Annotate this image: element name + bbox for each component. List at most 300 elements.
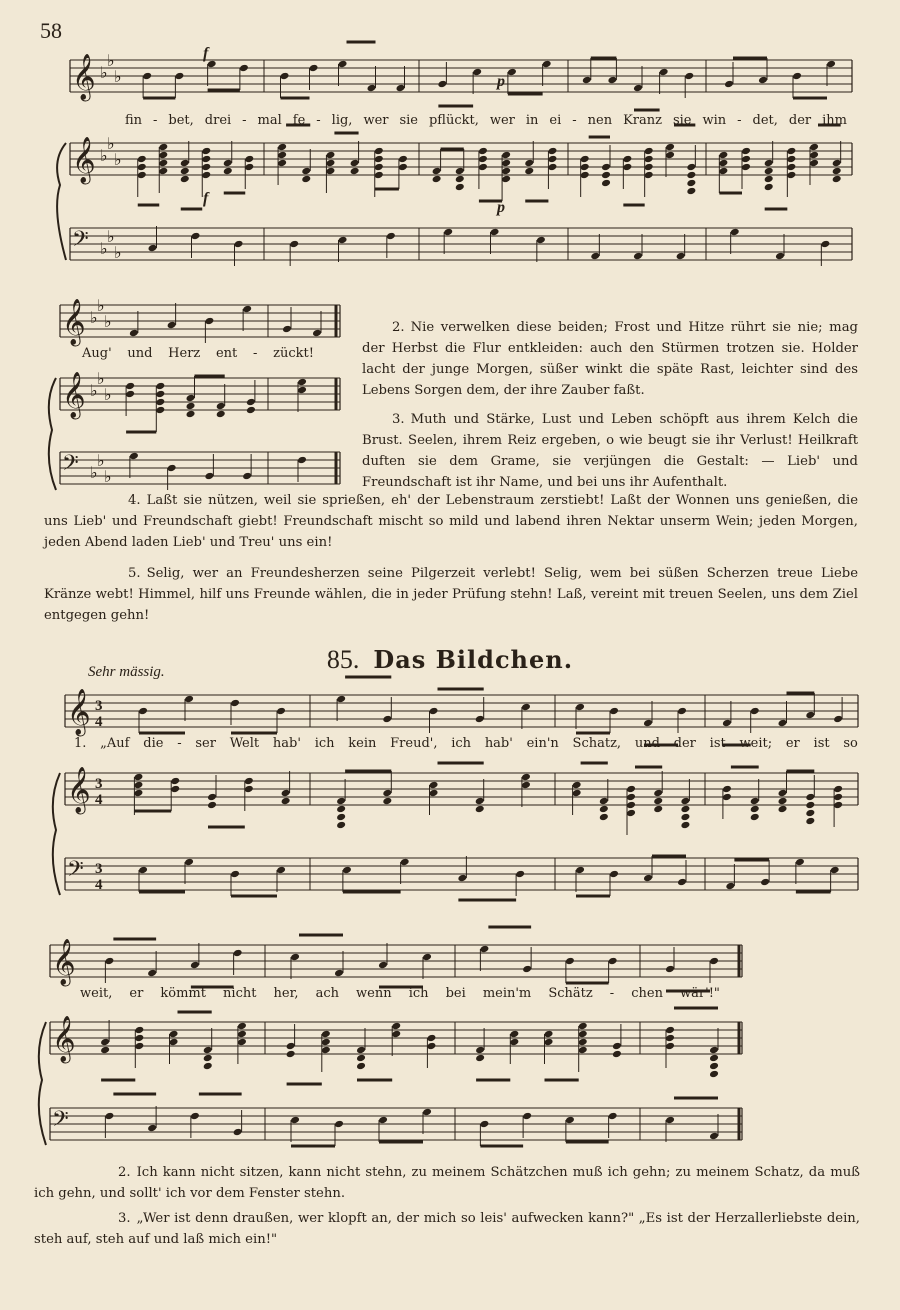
notehead: [653, 805, 663, 814]
notehead: [805, 809, 815, 818]
notehead: [677, 878, 687, 887]
notehead: [158, 167, 168, 176]
lyric-syllable: mein'm: [482, 986, 532, 1001]
notehead: [336, 695, 346, 704]
time-signature-top: 3: [95, 698, 103, 714]
notehead: [718, 159, 728, 168]
notehead: [792, 72, 802, 81]
notehead: [432, 175, 442, 184]
notehead: [544, 1030, 554, 1039]
lyric-syllable: nicht: [223, 986, 257, 1001]
notehead: [382, 715, 392, 724]
treble-clef: 𝄞: [67, 767, 91, 813]
notehead: [601, 179, 611, 188]
notehead: [795, 858, 805, 867]
lyric-syllable: bet,: [168, 113, 194, 128]
treble-clef: 𝄞: [72, 54, 96, 100]
notehead: [778, 789, 788, 798]
lyric-syllable: der: [673, 736, 696, 751]
notehead: [709, 1132, 719, 1141]
page-number: 58: [40, 18, 62, 43]
notehead: [521, 773, 531, 782]
notehead: [750, 805, 760, 814]
lyric-syllable: det,: [752, 113, 778, 128]
lyric-syllable: chen: [631, 986, 663, 1001]
flat-sign: ♭: [90, 308, 98, 327]
notehead: [391, 1030, 401, 1039]
notehead: [724, 80, 734, 89]
flat-sign: ♭: [97, 296, 105, 315]
notehead: [276, 866, 286, 875]
notehead: [680, 813, 690, 822]
flat-sign: ♭: [97, 451, 105, 470]
notehead: [805, 817, 815, 826]
notehead: [184, 695, 194, 704]
notehead: [190, 1112, 200, 1121]
notehead: [832, 167, 842, 176]
notehead: [778, 805, 788, 814]
notehead: [633, 84, 643, 93]
notehead: [297, 378, 307, 387]
lyric-syllable: Welt: [229, 736, 260, 751]
lyric-syllable: Schätz: [548, 986, 593, 1001]
lyric-syllable: Aug': [82, 346, 112, 361]
notehead: [478, 163, 488, 172]
notehead: [665, 965, 675, 974]
notehead: [334, 969, 344, 978]
notehead: [104, 957, 114, 966]
notehead: [134, 1034, 144, 1043]
notehead: [129, 452, 139, 461]
piano-brace: [53, 773, 60, 895]
lyric-syllable: er: [129, 986, 144, 1001]
notehead: [572, 781, 582, 790]
notehead: [170, 777, 180, 786]
lyric-syllable: fe: [292, 113, 306, 128]
notehead: [565, 1116, 575, 1125]
flat-sign: ♭: [97, 369, 105, 388]
notehead: [805, 801, 815, 810]
bass-clef: 𝄢: [67, 857, 84, 887]
lyric-syllable: weit;: [739, 736, 773, 751]
notehead: [542, 60, 552, 69]
lyric-syllable: kein: [348, 736, 377, 751]
notehead: [478, 147, 488, 156]
flat-sign: ♭: [90, 463, 98, 482]
notehead: [147, 969, 157, 978]
notehead: [223, 167, 233, 176]
notehead: [374, 171, 384, 180]
notehead: [644, 155, 654, 164]
notehead: [237, 1022, 247, 1031]
notehead: [169, 1038, 179, 1047]
lyrics-line: [80, 986, 720, 1001]
notehead: [216, 402, 226, 411]
notehead: [338, 236, 348, 245]
notehead: [643, 719, 653, 728]
lyric-syllable: mal: [257, 113, 282, 128]
notehead: [325, 159, 335, 168]
time-signature-top: 3: [95, 776, 103, 792]
verse-block: [362, 317, 858, 493]
notehead: [609, 707, 619, 716]
notehead: [475, 797, 485, 806]
notehead: [155, 382, 165, 391]
notehead: [479, 1120, 489, 1129]
notehead: [722, 719, 732, 728]
notehead: [350, 167, 360, 176]
notehead: [455, 183, 465, 192]
notehead: [607, 76, 617, 85]
verse: 3. „Wer ist denn draußen, wer klopft an, der mich so leis' aufwecken kann?" „Es ist der Herzallerliebste dein, steh auf, steh auf und laß mich ein!": [34, 1211, 860, 1247]
notehead: [244, 785, 254, 794]
notehead: [764, 159, 774, 168]
lyric-syllable: die: [143, 736, 164, 751]
notehead: [665, 1042, 675, 1051]
notehead: [599, 805, 609, 814]
notehead: [582, 76, 592, 85]
notehead: [653, 789, 663, 798]
lyric-syllable: kömmt: [160, 986, 206, 1001]
notehead: [677, 707, 687, 716]
notehead: [201, 163, 211, 172]
notehead: [338, 60, 348, 69]
notehead: [686, 187, 696, 196]
notehead: [325, 151, 335, 160]
notehead: [356, 1054, 366, 1063]
flat-sign: ♭: [114, 243, 122, 262]
notehead: [644, 147, 654, 156]
notehead: [826, 60, 836, 69]
time-signature-bottom: 4: [95, 714, 103, 730]
flat-sign: ♭: [100, 239, 108, 258]
notehead: [244, 777, 254, 786]
notehead: [686, 179, 696, 188]
notehead: [374, 155, 384, 164]
time-signature-top: 3: [95, 861, 103, 877]
lyric-syllable: ihm: [822, 113, 847, 128]
notehead: [709, 1054, 719, 1063]
notehead: [522, 965, 532, 974]
notehead: [750, 797, 760, 806]
notehead: [665, 1026, 675, 1035]
lyric-syllable: Herz: [168, 346, 201, 361]
notehead: [398, 155, 408, 164]
notehead: [522, 1112, 532, 1121]
notehead: [230, 699, 240, 708]
notehead: [286, 1050, 296, 1059]
notehead: [509, 1038, 519, 1047]
notehead: [764, 183, 774, 192]
notehead: [374, 147, 384, 156]
lyric-syllable: ist: [709, 736, 726, 751]
notehead: [100, 1038, 110, 1047]
notehead: [680, 797, 690, 806]
notehead: [524, 167, 534, 176]
notehead: [239, 64, 249, 73]
verse: 2. Ich kann nicht sitzen, kann nicht stehn, zu meinem Schätzchen muß ich gehn; zu meinem Schatz, da muß ich gehn, und sollt' ich vor dem Fenster stehn.: [34, 1165, 860, 1201]
notehead: [237, 1038, 247, 1047]
notehead: [820, 240, 830, 249]
notehead: [608, 957, 618, 966]
notehead: [391, 1022, 401, 1031]
notehead: [155, 390, 165, 399]
notehead: [297, 456, 307, 465]
notehead: [334, 1120, 344, 1129]
notehead: [186, 402, 196, 411]
notehead: [475, 805, 485, 814]
lyric-syllable: drei: [204, 113, 232, 128]
notehead: [312, 329, 322, 338]
notehead: [321, 1030, 331, 1039]
lyric-syllable: bei: [445, 986, 466, 1001]
notehead: [832, 175, 842, 184]
lyric-syllable: lig,: [331, 113, 353, 128]
notehead: [158, 143, 168, 152]
flat-sign: ♭: [104, 312, 112, 331]
notehead: [426, 1042, 436, 1051]
notehead: [622, 155, 632, 164]
notehead: [167, 464, 177, 473]
bass-clef: 𝄢: [52, 1107, 69, 1137]
notehead: [422, 1108, 432, 1117]
notehead: [180, 175, 190, 184]
notehead: [138, 707, 148, 716]
notehead: [382, 789, 392, 798]
notehead: [547, 155, 557, 164]
notehead: [201, 155, 211, 164]
notehead: [142, 72, 152, 81]
notehead: [580, 155, 590, 164]
verse-block: [34, 1162, 860, 1250]
notehead: [633, 252, 643, 261]
notehead: [643, 874, 653, 883]
notehead: [137, 171, 147, 180]
notehead: [125, 382, 135, 391]
notehead: [612, 1050, 622, 1059]
notehead: [760, 878, 770, 887]
notehead: [429, 781, 439, 790]
notehead: [386, 232, 396, 241]
notehead: [281, 797, 291, 806]
notehead: [833, 793, 843, 802]
notehead: [665, 1116, 675, 1125]
lyrics-line: [125, 113, 847, 128]
lyric-syllable: ei: [549, 113, 562, 128]
notehead: [805, 793, 815, 802]
notehead: [429, 789, 439, 798]
flat-sign: ♭: [100, 146, 108, 165]
lyric-syllable: -: [177, 736, 182, 751]
notehead: [207, 793, 217, 802]
notehead: [203, 1062, 213, 1071]
lyric-syllable: nen: [587, 113, 613, 128]
notehead: [237, 1030, 247, 1039]
lyric-syllable: ach: [315, 986, 339, 1001]
notehead: [246, 398, 256, 407]
piano-brace: [57, 143, 66, 260]
notehead: [137, 163, 147, 172]
notehead: [575, 866, 585, 875]
notehead: [186, 394, 196, 403]
flat-sign: ♭: [114, 67, 122, 86]
notehead: [684, 72, 694, 81]
notehead: [722, 793, 732, 802]
notehead: [455, 167, 465, 176]
notehead: [501, 151, 511, 160]
notehead: [608, 1112, 618, 1121]
notehead: [544, 1038, 554, 1047]
notehead: [203, 1046, 213, 1055]
dynamic-piano-marking: p: [497, 199, 505, 216]
notehead: [443, 228, 453, 237]
notehead: [686, 163, 696, 172]
notehead: [501, 167, 511, 176]
notehead: [190, 961, 200, 970]
lyric-syllable: ist: [813, 736, 830, 751]
notehead: [137, 155, 147, 164]
lyric-syllable: und: [634, 736, 660, 751]
notehead: [242, 472, 252, 481]
notehead: [203, 1054, 213, 1063]
notehead: [578, 1022, 588, 1031]
dynamic-piano-marking: p: [497, 73, 505, 90]
treble-clef: 𝄞: [67, 689, 91, 735]
notehead: [758, 76, 768, 85]
notehead: [297, 386, 307, 395]
bass-clef: 𝄢: [62, 451, 79, 481]
treble-clef: 𝄞: [72, 137, 96, 183]
notehead: [277, 143, 287, 152]
notehead: [290, 953, 300, 962]
lyric-syllable: Schatz,: [572, 736, 622, 751]
notehead: [750, 813, 760, 822]
notehead: [575, 703, 585, 712]
flat-sign: ♭: [100, 63, 108, 82]
song-heading: [0, 645, 900, 675]
lyric-syllable: wenn: [356, 986, 392, 1001]
notehead: [830, 866, 840, 875]
notehead: [750, 707, 760, 716]
lyric-syllable: sie: [399, 113, 418, 128]
notehead: [301, 175, 311, 184]
lyric-syllable: und: [127, 346, 153, 361]
notehead: [659, 68, 669, 77]
notehead: [809, 151, 819, 160]
notehead: [244, 163, 254, 172]
notehead: [204, 472, 214, 481]
notehead: [134, 1042, 144, 1051]
notehead: [578, 1046, 588, 1055]
notehead: [378, 1116, 388, 1125]
notehead: [207, 801, 217, 810]
notehead: [472, 68, 482, 77]
notehead: [809, 159, 819, 168]
notehead: [778, 797, 788, 806]
notehead: [786, 155, 796, 164]
lyric-syllable: wer: [489, 113, 515, 128]
notehead: [509, 1030, 519, 1039]
bass-clef: 𝄢: [72, 227, 89, 257]
lyric-syllable: hab': [272, 736, 301, 751]
notehead: [680, 821, 690, 830]
notehead: [280, 72, 290, 81]
notehead: [590, 252, 600, 261]
notehead: [158, 151, 168, 160]
notehead: [490, 228, 500, 237]
lyric-syllable: er: [785, 736, 800, 751]
notehead: [400, 858, 410, 867]
notehead: [133, 789, 143, 798]
notehead: [216, 410, 226, 419]
notehead: [686, 171, 696, 180]
notehead: [432, 167, 442, 176]
lyric-syllable: zückt!: [273, 346, 314, 361]
notehead: [547, 147, 557, 156]
lyric-syllable: her,: [273, 986, 299, 1001]
notehead: [612, 1042, 622, 1051]
notehead: [230, 870, 240, 879]
notehead: [155, 406, 165, 415]
lyric-syllable: ich: [408, 986, 429, 1001]
flat-sign: ♭: [104, 467, 112, 486]
notehead: [601, 171, 611, 180]
notehead: [125, 390, 135, 399]
piano-brace: [49, 378, 56, 490]
notehead: [223, 159, 233, 168]
lyric-syllable: -: [572, 113, 577, 128]
notehead: [309, 64, 319, 73]
notehead: [786, 147, 796, 156]
notehead: [626, 801, 636, 810]
song-title: Das Bildchen.: [373, 645, 574, 674]
notehead: [133, 781, 143, 790]
verse: 2. Nie verwelken diese beiden; Frost und Hitze rührt sie nie; mag der Herbst die Flur entkleiden: auch den Stürmen trotzen sie. Holder lacht der junge Morgen, süßer winkt die späte Rast, leichter sind des Lebens Sorgen dem, der ihre Zauber faßt.: [362, 320, 858, 398]
notehead: [325, 167, 335, 176]
notehead: [644, 163, 654, 172]
notehead: [479, 945, 489, 954]
notehead: [133, 773, 143, 782]
lyric-syllable: wer: [363, 113, 389, 128]
notehead: [507, 68, 517, 77]
notehead: [709, 957, 719, 966]
notehead: [180, 159, 190, 168]
notehead: [521, 781, 531, 790]
notehead: [832, 159, 842, 168]
lyric-syllable: pflückt,: [428, 113, 479, 128]
time-signature-bottom: 4: [95, 792, 103, 808]
notehead: [426, 1034, 436, 1043]
tempo-marking: Sehr mässig.: [88, 664, 165, 680]
notehead: [722, 785, 732, 794]
notehead: [665, 1034, 675, 1043]
flat-sign: ♭: [90, 381, 98, 400]
notehead: [833, 801, 843, 810]
notehead: [521, 703, 531, 712]
notehead: [242, 305, 252, 314]
notehead: [580, 171, 590, 180]
lyric-syllable: -: [242, 113, 247, 128]
flat-sign: ♭: [104, 385, 112, 404]
lyric-syllable: ent: [215, 346, 238, 361]
song-number: 85.: [326, 645, 360, 674]
notehead: [286, 1042, 296, 1051]
notehead: [709, 1046, 719, 1055]
lyric-syllable: ich: [314, 736, 335, 751]
flat-sign: ♭: [107, 134, 115, 153]
notehead: [167, 321, 177, 330]
notehead: [336, 821, 346, 830]
